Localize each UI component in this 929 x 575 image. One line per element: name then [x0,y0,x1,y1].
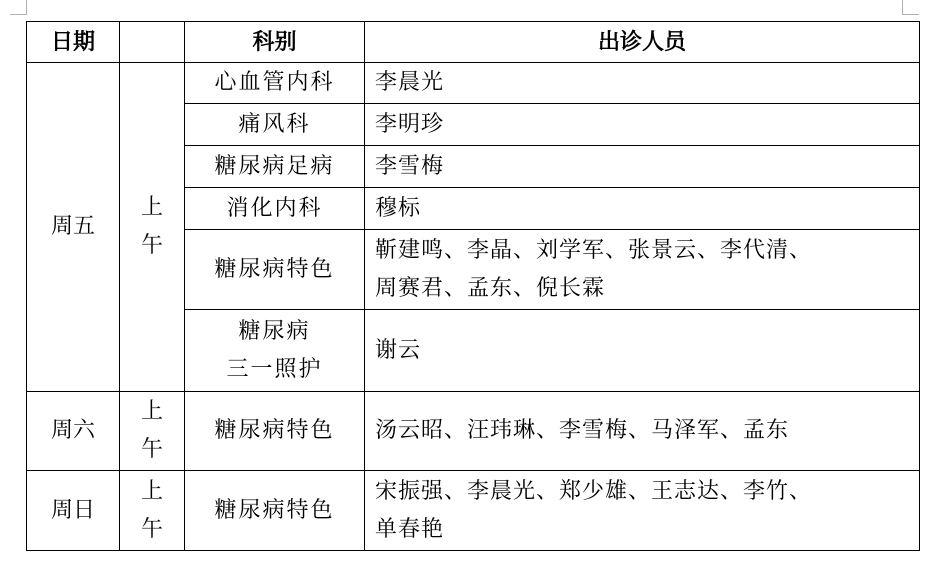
staff-cell: 李雪梅 [365,146,920,188]
table-row [27,63,920,104]
staff-cell [365,230,920,310]
period-text: 上午 [141,195,164,258]
day-cell-friday: 周五 [27,63,120,392]
department-cell: 心血管内科 [185,63,365,104]
clinic-schedule-table [26,21,920,551]
day-cell-sunday: 周日 [27,471,120,551]
department-cell [185,310,365,392]
period-cell-friday [120,63,185,392]
table-row [27,392,920,471]
period-cell-sunday [120,471,185,551]
staff-line: 周赛君、孟东、倪长霖 [375,275,606,301]
department-cell: 糖尿病足病 [185,146,365,188]
staff-cell: 汤云昭、汪玮琳、李雪梅、马泽军、孟东 [365,392,920,471]
table-row [27,471,920,551]
header-period [120,22,185,63]
staff-cell: 谢云 [365,310,920,392]
period-cell-saturday [120,392,185,471]
department-cell: 糖尿病特色 [185,230,365,310]
header-row [27,22,920,63]
staff-cell: 李明珍 [365,104,920,146]
department-cell: 消化内科 [185,188,365,230]
department-cell: 糖尿病特色 [185,471,365,551]
page-corner-mark-right [902,0,919,15]
staff-line: 宋振强、李晨光、郑少雄、王志达、李竹、 [375,478,813,504]
staff-cell: 李晨光 [365,63,920,104]
department-line: 三一照护 [226,356,323,382]
staff-line: 靳建鸣、李晶、刘学军、张景云、李代清、 [375,237,813,263]
staff-cell [365,471,920,551]
period-text: 上午 [141,478,164,542]
department-line: 糖尿病 [238,318,311,344]
header-date: 日期 [27,22,120,63]
header-staff: 出诊人员 [365,22,920,63]
department-cell: 痛风科 [185,104,365,146]
department-cell: 糖尿病特色 [185,392,365,471]
header-department: 科别 [185,22,365,63]
staff-cell: 穆标 [365,188,920,230]
staff-line: 单春艳 [375,516,445,542]
period-text: 上午 [141,399,164,462]
day-cell-saturday: 周六 [27,392,120,471]
page-corner-mark-left [10,0,27,15]
